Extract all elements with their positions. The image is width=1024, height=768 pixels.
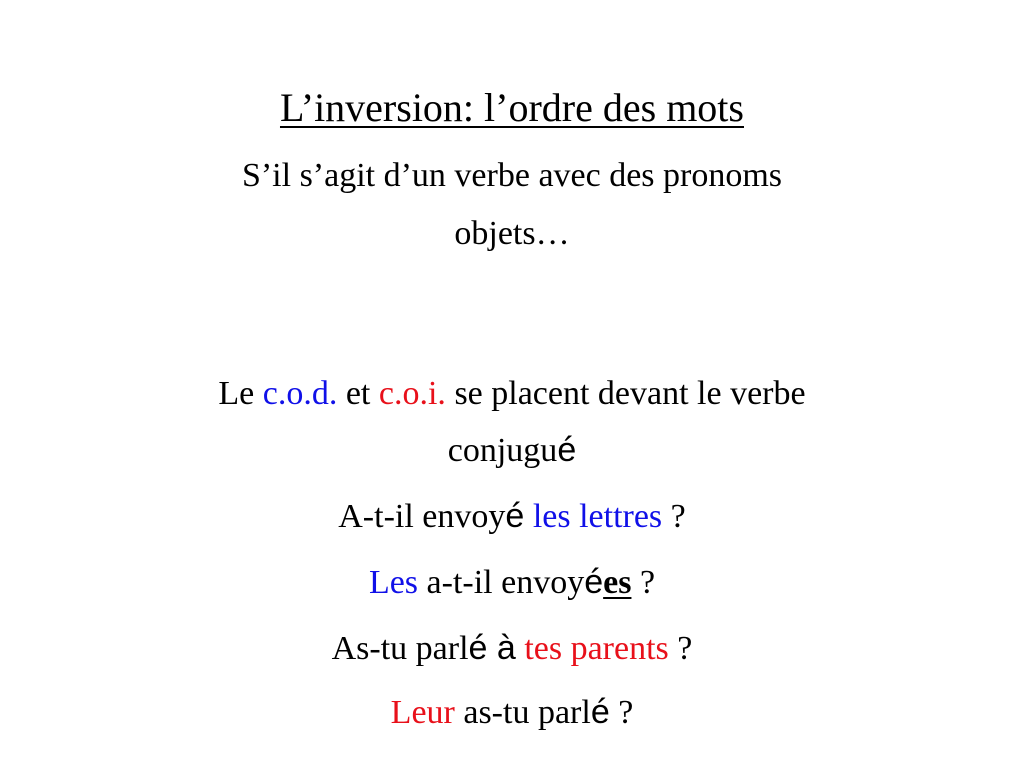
- example-4: [0, 692, 1024, 733]
- example-3-end: ?: [668, 630, 693, 667]
- example-2-pronoun: Les: [368, 564, 419, 601]
- example-4-pronoun: Leur: [390, 694, 455, 731]
- example-2-agreement: es: [603, 564, 632, 601]
- rule-line2-accent: é: [557, 431, 577, 469]
- rule-middle: et: [337, 375, 379, 412]
- rule-line2-text: conjugu: [447, 432, 558, 469]
- example-1-end: ?: [662, 498, 686, 535]
- example-2: [0, 562, 1024, 603]
- subtitle-line-2: objets…: [454, 215, 570, 252]
- example-1: [0, 496, 1024, 537]
- rule-line-2: [0, 430, 1024, 471]
- title-text: L’inversion: l’ordre des mots: [279, 85, 744, 130]
- example-2-end: ?: [631, 564, 656, 601]
- subtitle-line-1: S’il s’agit d’un verbe avec des pronoms: [241, 157, 783, 194]
- example-2-verb: a-t-il envoy: [418, 564, 585, 601]
- example-3: [0, 628, 1024, 669]
- example-1-accent: é: [505, 497, 525, 535]
- example-3-verb: As-tu parl: [331, 630, 469, 667]
- example-1-object: les lettres: [532, 498, 663, 535]
- example-3-object: tes parents: [524, 630, 669, 667]
- slide-title: [0, 84, 1024, 132]
- coi-term: c.o.i.: [378, 375, 446, 412]
- example-2-accent: é: [584, 563, 604, 601]
- example-4-verb: as-tu parl: [454, 694, 591, 731]
- rule-prefix: Le: [218, 375, 263, 412]
- rule-line-1: [0, 374, 1024, 414]
- rule-suffix: se placent devant le verbe: [445, 375, 806, 412]
- example-1-space: [524, 498, 533, 535]
- example-4-end: ?: [609, 694, 634, 731]
- example-4-accent: é: [590, 693, 610, 731]
- example-1-verb: A-t-il envoy: [338, 498, 506, 535]
- cod-term: c.o.d.: [262, 375, 338, 412]
- example-3-accent: é à: [468, 629, 516, 667]
